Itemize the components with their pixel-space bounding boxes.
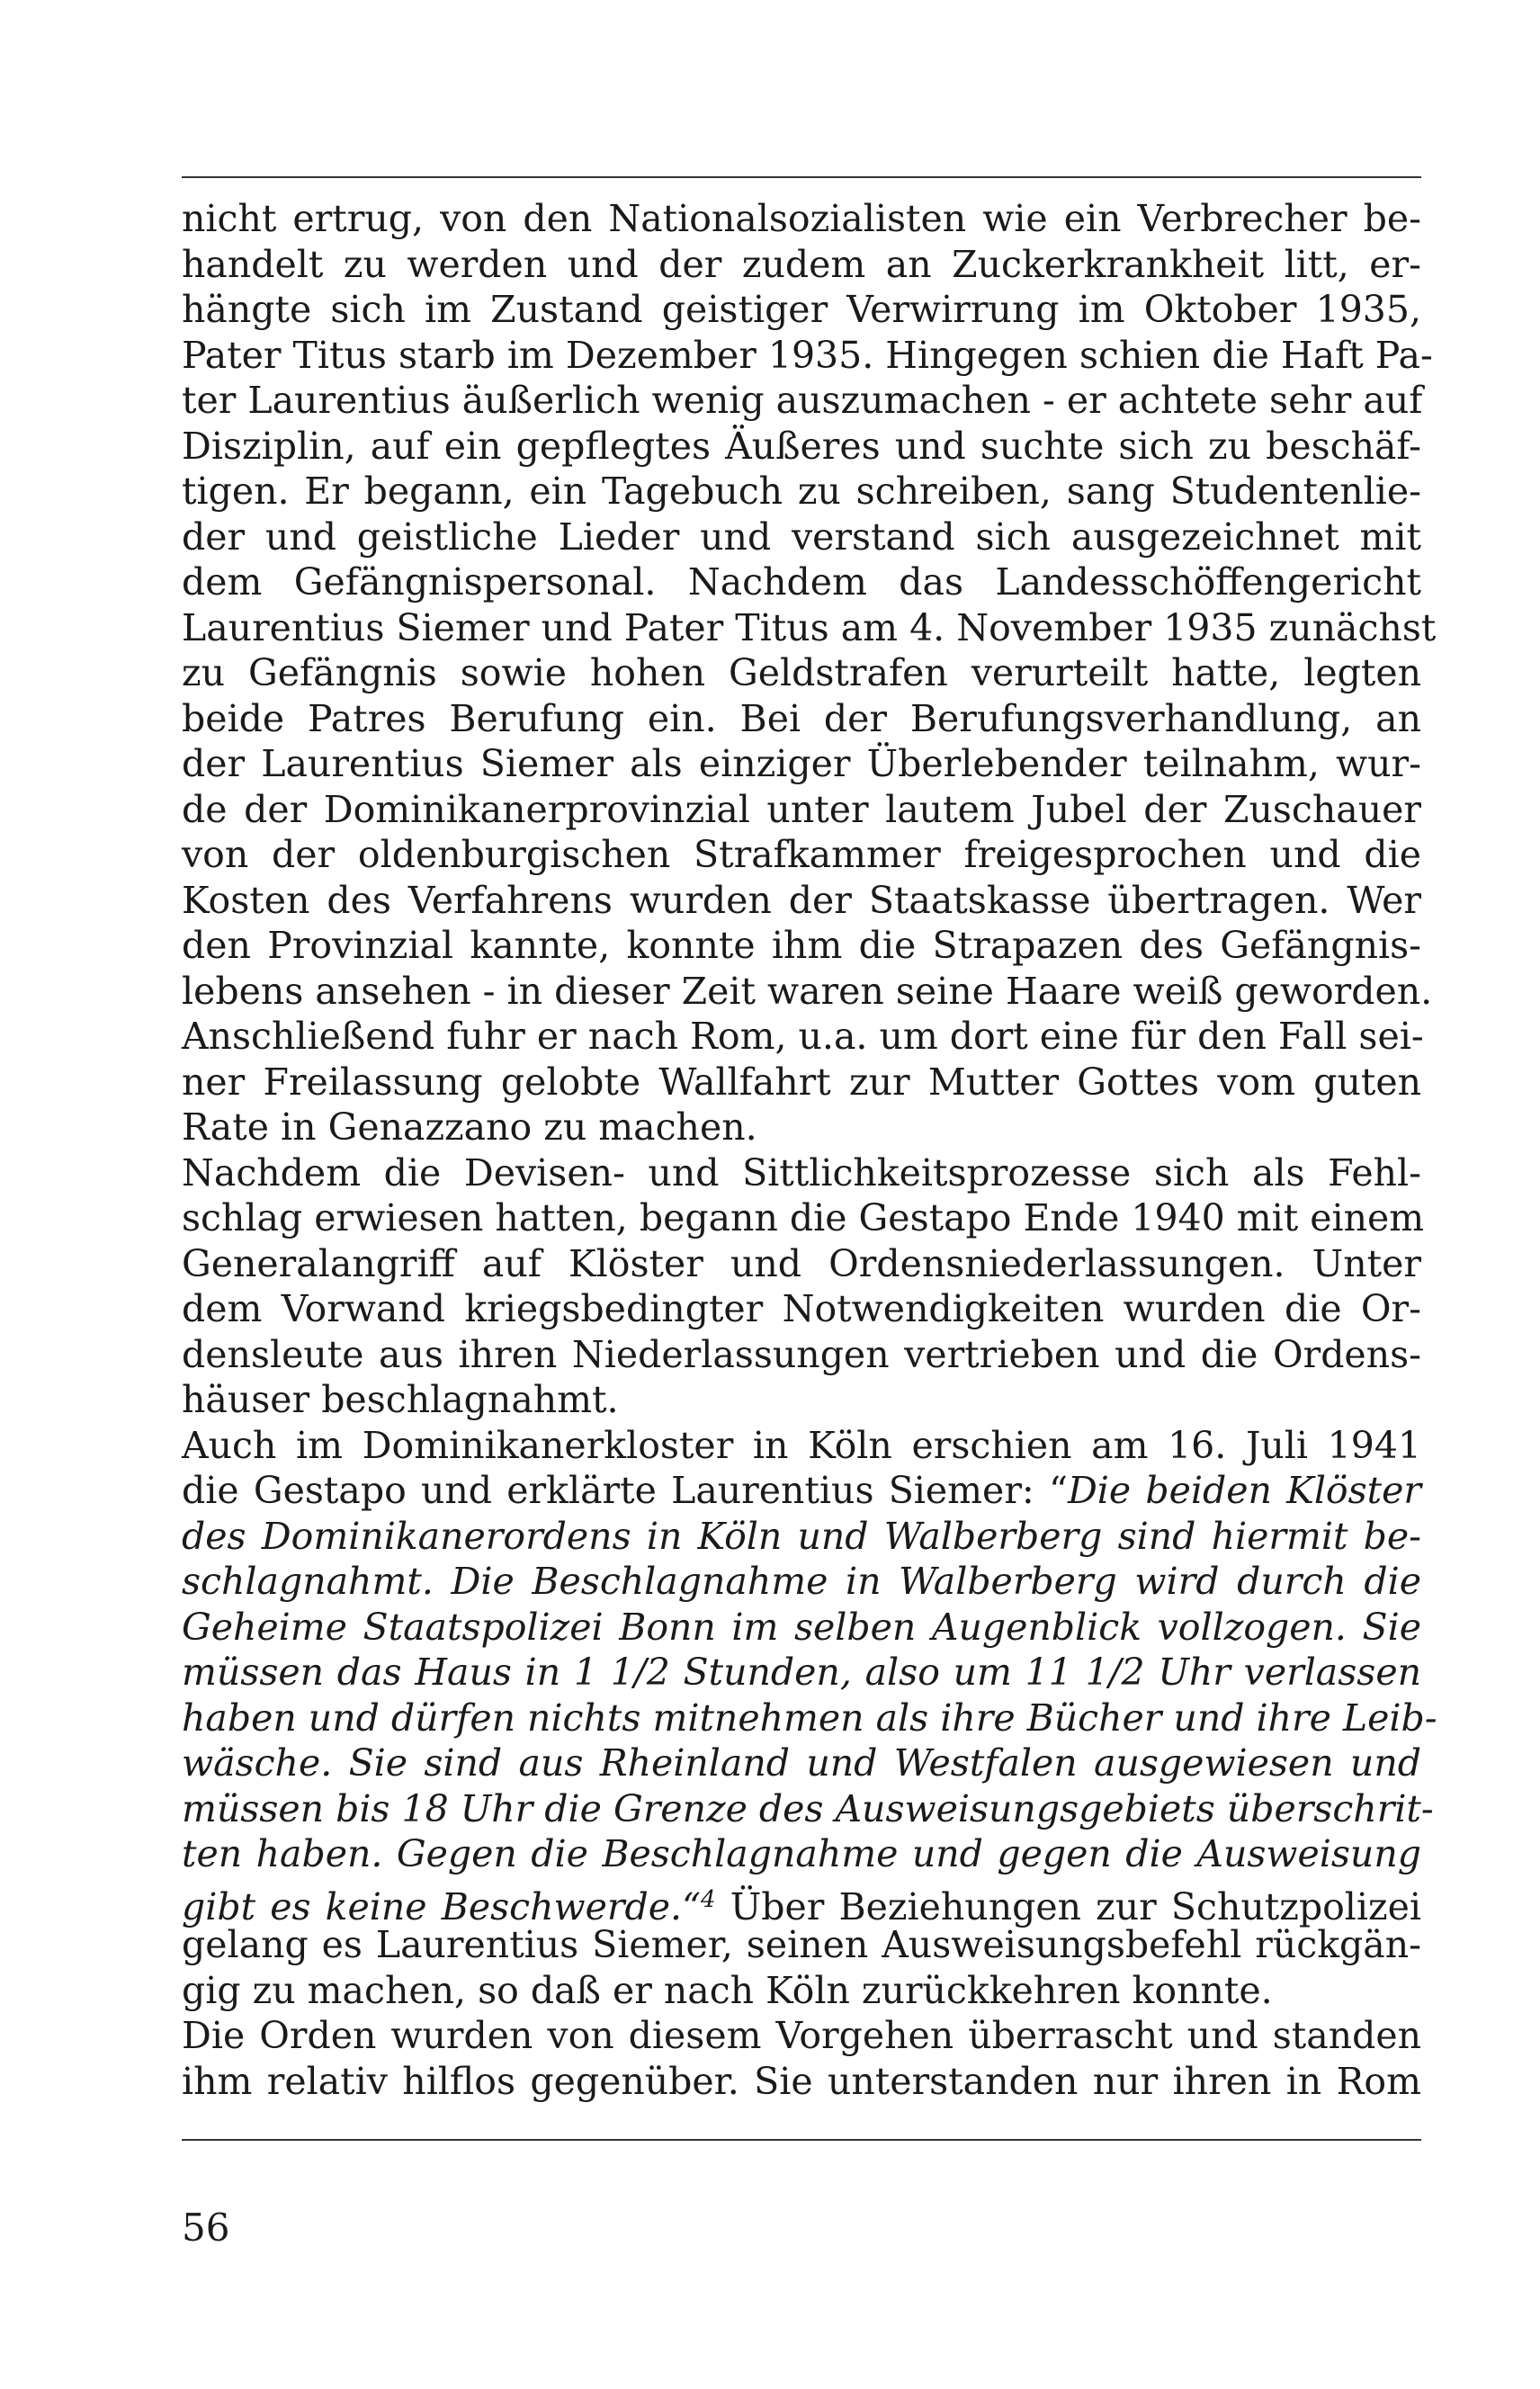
text-line: ner Freilassung gelobte Wallfahrt zur Mutter Gottes vom guten (182, 1060, 1421, 1104)
quote-segment: Die beiden Klöster (1067, 1469, 1421, 1512)
text-line: nicht ertrug, von den Nationalsozialisten wie ein Verbrecher be- (182, 197, 1421, 240)
text-segment: Über Beziehungen zur Schutzpolizei (715, 1884, 1421, 1928)
text-line: Anschließend fuhr er nach Rom, u.a. um dort eine für den Fall sei- (182, 1015, 1424, 1058)
text-line: den Provinzial kannte, konnte ihm die Strapazen des Gefängnis- (182, 924, 1421, 967)
closing-quote: “ (682, 1884, 701, 1928)
footnote-marker: 4 (701, 1885, 716, 1913)
quote-line: müssen bis 18 Uhr die Grenze des Ausweisungsgebiets überschrit- (182, 1786, 1434, 1830)
text-line: von der oldenburgischen Strafkammer freigesprochen und die (182, 833, 1421, 876)
quote-line: haben und dürfen nichts mitnehmen als ihre Bücher und ihre Leib- (182, 1696, 1437, 1740)
text-segment: die Gestapo und erklärte Laurentius Siemer: “ (182, 1469, 1068, 1512)
quote-line: schlagnahmt. Die Beschlagnahme in Walberberg wird durch die (182, 1560, 1421, 1603)
text-line: gig zu machen, so daß er nach Köln zurückkehren konnte. (182, 1968, 1273, 2012)
text-line: der Laurentius Siemer als einziger Überlebender teilnahm, wur- (182, 742, 1421, 785)
text-line: tigen. Er begann, ein Tagebuch zu schreiben, sang Studentenlie- (182, 470, 1421, 513)
text-line: lebens ansehen - in dieser Zeit waren seine Haare weiß geworden. (182, 969, 1433, 1013)
text-line: der und geistliche Lieder und verstand sich ausgezeichnet mit (182, 514, 1421, 559)
text-line: Kosten des Verfahrens wurden der Staatskasse übertragen. Wer (182, 878, 1421, 922)
text-line: Disziplin, auf ein gepflegtes Äußeres und suchte sich zu beschäf- (182, 424, 1421, 468)
quote-line: Geheime Staatspolizei Bonn im selben Augenblick vollzogen. Sie (182, 1605, 1421, 1649)
text-line: zu Gefängnis sowie hohen Geldstrafen verurteilt hatte, legten (182, 651, 1421, 694)
text-line: Die Orden wurden von diesem Vorgehen überrascht und standen (182, 2014, 1421, 2057)
text-line: Generalangriff auf Klöster und Ordensniederlassungen. Unter (182, 1241, 1421, 1285)
bottom-rule (182, 2139, 1421, 2141)
quote-line: müssen das Haus in 1 1/2 Stunden, also um 11 1/2 Uhr verlassen (182, 1651, 1421, 1694)
text-line: beide Patres Berufung ein. Bei der Berufungsverhandlung, an (182, 696, 1421, 740)
quote-segment: gibt es keine Beschwerde. (182, 1884, 683, 1928)
body-text (182, 196, 1437, 2104)
text-line: schlag erwiesen hatten, begann die Gestapo Ende 1940 mit einem (182, 1196, 1425, 1239)
text-line: densleute aus ihren Niederlassungen vertrieben und die Ordens- (182, 1332, 1421, 1376)
text-line: Laurentius Siemer und Pater Titus am 4. November 1935 zunächst (182, 605, 1437, 649)
quote-line: des Dominikanerordens in Köln und Walberberg sind hiermit be- (182, 1514, 1421, 1558)
text-line (182, 1877, 1421, 1928)
text-line: dem Vorwand kriegsbedingter Notwendigkeiten wurden die Or- (182, 1287, 1421, 1330)
text-line (182, 1468, 1421, 1514)
text-line: häuser beschlagnahmt. (182, 1378, 619, 1421)
text-line: handelt zu werden und der zudem an Zuckerkrankheit litt, er- (182, 242, 1421, 286)
text-line: hängte sich im Zustand geistiger Verwirrung im Oktober 1935, (182, 288, 1421, 331)
text-line: gelang es Laurentius Siemer, seinen Ausweisungsbefehl rückgän- (182, 1923, 1421, 1966)
page-number: 56 (182, 2206, 230, 2250)
text-line: de der Dominikanerprovinzial unter lautem Jubel der Zuschauer (182, 787, 1421, 831)
quote-line: wäsche. Sie sind aus Rheinland und Westfalen ausgewiesen und (182, 1741, 1421, 1785)
text-line: dem Gefängnispersonal. Nachdem das Landesschöffengericht (182, 560, 1421, 604)
text-line: ter Laurentius äußerlich wenig auszumachen - er achtete sehr auf (182, 379, 1423, 422)
top-rule (182, 176, 1421, 178)
quote-line: ten haben. Gegen die Beschlagnahme und gegen die Ausweisung (182, 1832, 1421, 1875)
text-line: Nachdem die Devisen- und Sittlichkeitsprozesse sich als Fehl- (182, 1150, 1421, 1194)
text-line: ihm relativ hilflos gegenüber. Sie unterstanden nur ihren in Rom (182, 2059, 1421, 2103)
text-line: Pater Titus starb im Dezember 1935. Hingegen schien die Haft Pa- (182, 333, 1433, 377)
text-line: Auch im Dominikanerkloster in Köln erschien am 16. Juli 1941 (182, 1423, 1421, 1467)
text-line: Rate in Genazzano zu machen. (182, 1105, 757, 1149)
